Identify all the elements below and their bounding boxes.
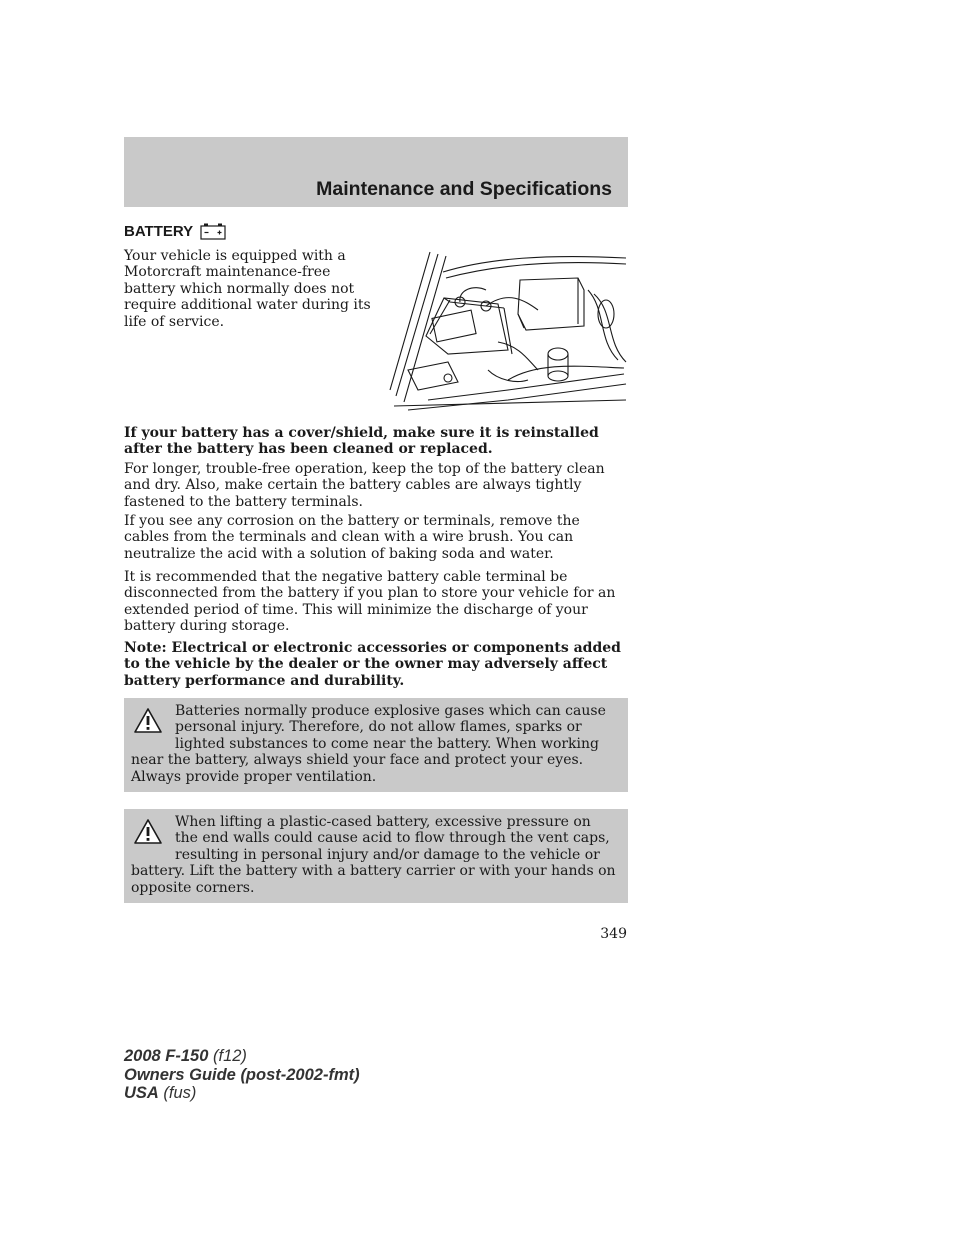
footer-line-model: 2008 F-150 (f12) (124, 1047, 247, 1065)
warning-box-lifting-battery (124, 809, 628, 903)
warning-text: When lifting a plastic-cased battery, excessive pressure on the end walls could cause acid to flow through the vent caps, resulting in personal injury and/or damage to the vehicle or battery. Lift the battery with a battery carrier or with your hands on opposite corners. (131, 814, 616, 896)
battery-heading (124, 222, 227, 240)
battery-icon (199, 222, 227, 240)
battery-heading-label: BATTERY (124, 222, 194, 240)
page-number: 349 (600, 926, 627, 942)
note-paragraph: Note: Electrical or electronic accessories or components added to the vehicle by the dealer or the owner may adversely affect battery performance and durability. (124, 640, 621, 689)
warning-text: Batteries normally produce explosive gases which can cause personal injury. Therefore, do not allow flames, sparks or lighted substances to come near the battery. When working near the battery, always shield your face and protect your eyes. Always provide proper ventilation. (131, 703, 606, 785)
corrosion-paragraph: If you see any corrosion on the battery or terminals, remove the cables from the terminals and clean with a wire brush. You can neutralize the acid with a solution of baking soda and water. (124, 513, 580, 562)
document-footer (124, 1047, 360, 1103)
footer-line-guide: Owners Guide (post-2002-fmt) (124, 1065, 360, 1084)
warning-box-explosive-gases (124, 698, 628, 792)
intro-paragraph: Your vehicle is equipped with a Motorcraft maintenance-free battery which normally does not require additional water during its life of service. (124, 248, 371, 330)
footer-line-market: USA (fus) (124, 1084, 197, 1102)
engine-compartment-battery-illustration (388, 250, 628, 412)
storage-paragraph: It is recommended that the negative battery cable terminal be disconnected from the battery if you plan to store your vehicle for an extended period of time. This will minimize the discharge of your battery during storage. (124, 569, 616, 635)
section-title: Maintenance and Specifications (316, 178, 612, 200)
header-band (124, 137, 628, 207)
warning-triangle-icon (133, 707, 163, 734)
clean-paragraph: For longer, trouble-free operation, keep the top of the battery clean and dry. Also, make certain the battery cables are always tightly fastened to the battery terminals. (124, 461, 605, 510)
cover-shield-paragraph: If your battery has a cover/shield, make sure it is reinstalled after the battery has been cleaned or replaced. (124, 425, 599, 458)
warning-triangle-icon (133, 818, 163, 845)
